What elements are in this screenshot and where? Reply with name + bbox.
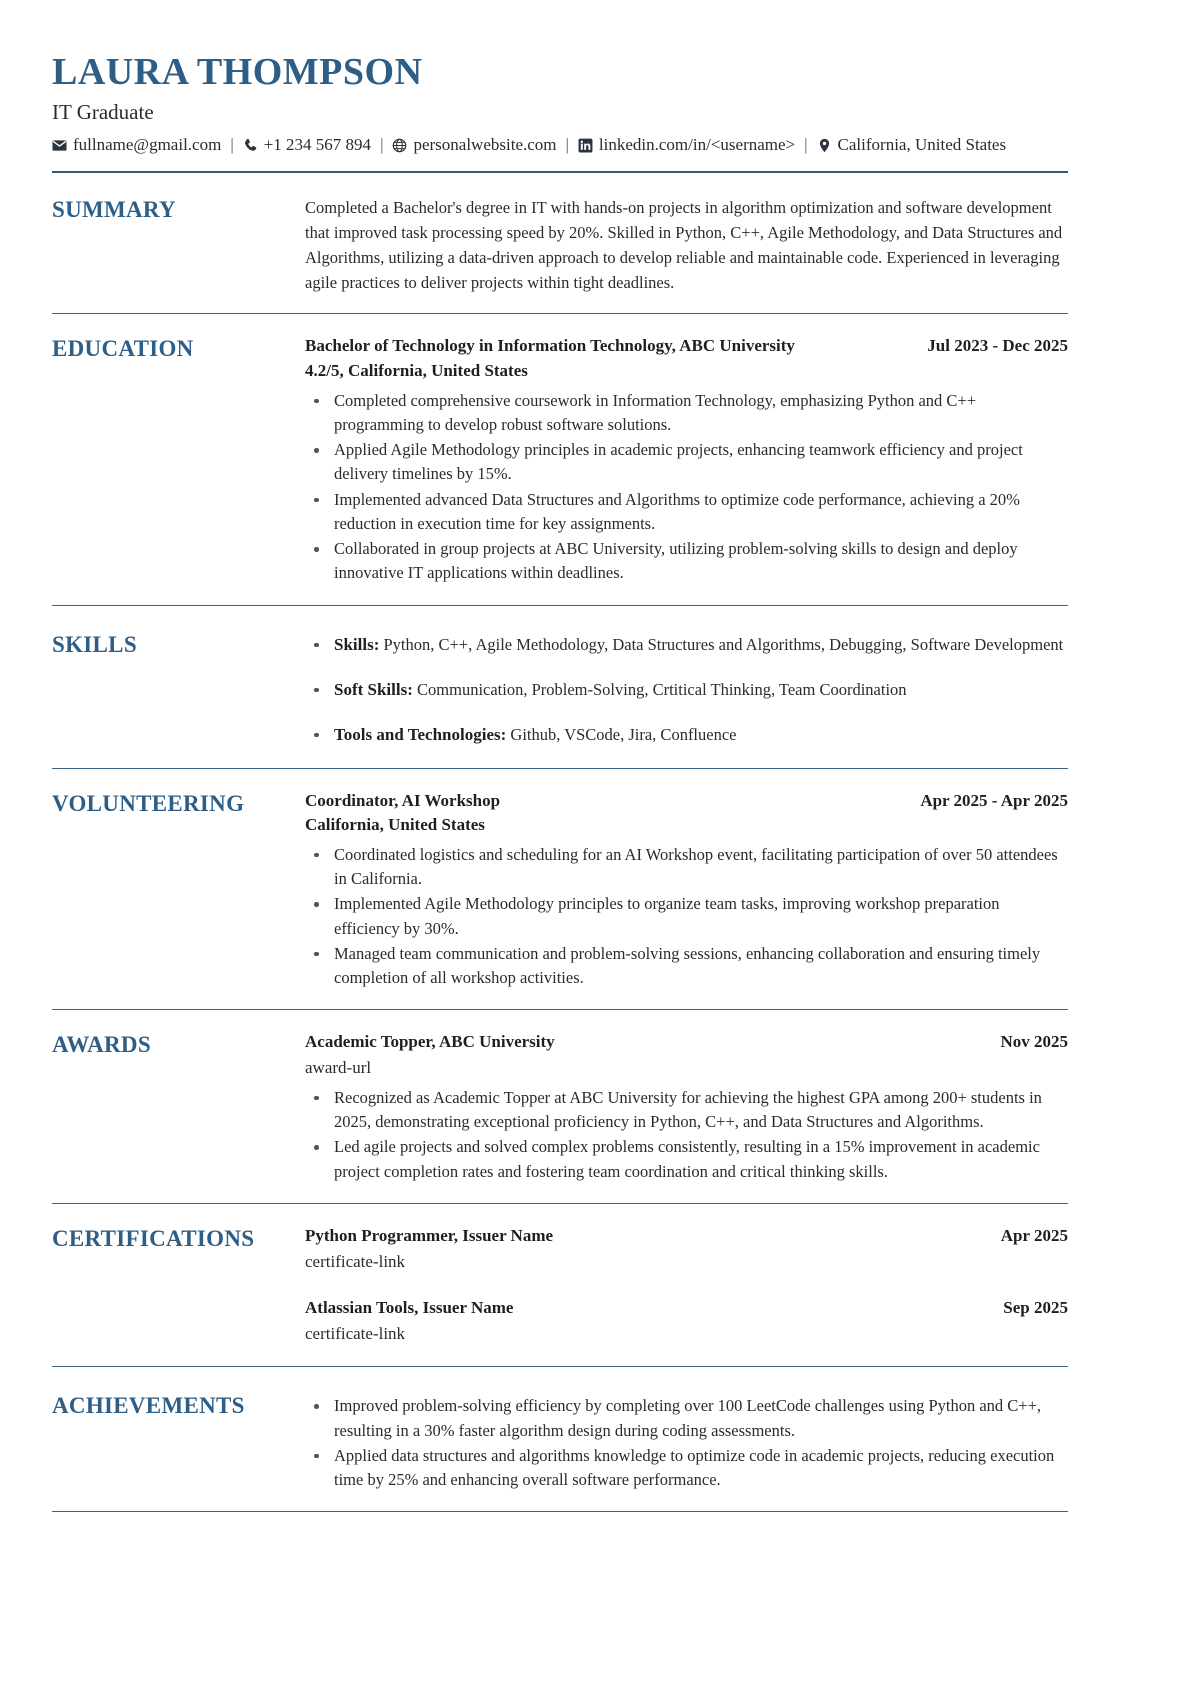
volunteering-location: California, United States [305,815,485,835]
award-url-link[interactable]: award-url [305,1058,372,1078]
awards-body [305,1030,1068,1184]
list-item: Completed comprehensive coursework in Information Technology, emphasizing Python and C++ programming to develop robust software solutions. [305,389,1068,438]
contact-separator: | [380,134,384,154]
envelope-icon [52,138,67,153]
contact-location-text: California, United States [837,134,1007,154]
award-entry [305,1030,1068,1183]
list-item: Managed team communication and problem-solving sessions, enhancing collaboration and ensuring timely completion of all workshop activities. [305,942,1068,991]
contact-website-text: personalwebsite.com [413,134,557,154]
list-item: Applied data structures and algorithms knowledge to optimize code in academic projects, reducing execution time by 25% and enhancing overall software performance. [305,1444,1068,1493]
section-achievements [52,1367,1068,1511]
volunteering-bullets [305,843,1068,991]
certification-name: Python Programmer, Issuer Name [305,1225,554,1245]
list-item: Led agile projects and solved complex problems consistently, resulting in a 15% improvement in academic project completion rates and fostering team coordination and critical thinking skills. [305,1135,1068,1184]
contact-line [52,135,1068,155]
skills-category-label: Skills: [334,634,380,654]
award-bullets [305,1086,1068,1184]
skills-category-value: Python, C++, Agile Methodology, Data Structures and Algorithms, Debugging, Software Development [379,634,1064,654]
contact-phone-text: +1 234 567 894 [263,134,372,154]
list-item: Applied Agile Methodology principles in academic projects, enhancing teamwork efficiency and project delivery timelines by 15%. [305,438,1068,487]
achievements-bullets [305,1394,1068,1492]
summary-body [305,195,1068,295]
education-bullets [305,389,1068,586]
skills-category-value: Communication, Problem-Solving, Crtitical Thinking, Team Coordination [412,679,907,699]
candidate-name: LAURA THOMPSON [52,51,423,93]
section-awards [52,1010,1068,1202]
phone-icon [243,138,258,153]
list-item: Recognized as Academic Topper at ABC University for achieving the highest GPA among 200+ students in 2025, demonstrating exceptional proficiency in Python, C++, and Data Structures and Algorithms. [305,1086,1068,1135]
achievements-body [305,1389,1068,1493]
education-subtitle: 4.2/5, California, United States [305,360,528,380]
list-item: Collaborated in group projects at ABC University, utilizing problem-solving skills to design and deploy innovative IT applications within deadlines. [305,537,1068,586]
certification-entry-head [305,1296,1068,1321]
list-item: Improved problem-solving efficiency by completing over 100 LeetCode challenges using Python and C++, resulting in a 30% faster algorithm design during coding assessments. [305,1394,1068,1443]
section-volunteering [52,769,1068,1010]
contact-separator: | [804,134,808,154]
certification-entry-head [305,1224,1068,1249]
section-label-skills: SKILLS [52,631,137,657]
education-degree: Bachelor of Technology in Information Technology, ABC University [305,336,795,356]
section-summary [52,173,1068,313]
section-label-achievements: ACHIEVEMENTS [52,1393,245,1419]
certificate-link[interactable]: certificate-link [305,1251,406,1271]
education-date: Jul 2023 - Dec 2025 [927,336,1068,356]
contact-linkedin-text: linkedin.com/in/<username> [598,134,796,154]
certification-entry [305,1296,1068,1346]
volunteering-role: Coordinator, AI Workshop [305,790,501,810]
contact-email[interactable] [52,135,221,155]
linkedin-icon [578,138,593,153]
list-item [305,633,1068,658]
contact-website[interactable] [392,135,556,155]
globe-icon [392,138,407,153]
section-divider [52,1511,1068,1512]
list-item [305,723,1068,748]
section-label-awards: AWARDS [52,1032,151,1058]
volunteering-entry-head [305,789,1068,814]
contact-phone[interactable] [243,135,371,155]
section-label-certifications: CERTIFICATIONS [52,1225,255,1251]
candidate-job-title: IT Graduate [52,99,154,124]
contact-separator: | [230,134,234,154]
section-label-summary: SUMMARY [52,196,176,222]
award-date: Nov 2025 [1000,1032,1068,1052]
education-entry-head [305,334,1068,359]
award-title: Academic Topper, ABC University [305,1032,555,1052]
section-label-education: EDUCATION [52,336,194,362]
volunteering-entry [305,789,1068,991]
contact-separator: | [565,134,569,154]
resume-header [52,52,1068,155]
contact-location [817,135,1007,155]
award-entry-head [305,1030,1068,1055]
section-label-volunteering: VOLUNTEERING [52,790,245,816]
certification-name: Atlassian Tools, Issuer Name [305,1298,514,1318]
list-item: Implemented advanced Data Structures and Algorithms to optimize code performance, achieving a 20% reduction in execution time for key assignments. [305,488,1068,537]
volunteering-date: Apr 2025 - Apr 2025 [920,790,1068,810]
certificate-link[interactable]: certificate-link [305,1323,406,1343]
certification-date: Sep 2025 [1003,1298,1068,1318]
skills-category-label: Tools and Technologies: [334,724,507,744]
skills-category-label: Soft Skills: [334,679,413,699]
skills-list [305,633,1068,748]
section-certifications [52,1204,1068,1367]
contact-email-text: fullname@gmail.com [73,134,222,154]
list-item: Coordinated logistics and scheduling for an AI Workshop event, facilitating participation of over 50 attendees in California. [305,843,1068,892]
summary-text: Completed a Bachelor's degree in IT with hands-on projects in algorithm optimization and software development that improved task processing speed by 20%. Skilled in Python, C++, Agile Methodology, and Data Structures and Algorithms, utilizing a data-driven approach to develop reliable and maintainable code. Experienced in leveraging agile practices to deliver projects within tight deadlines. [305,197,1063,293]
education-body [305,334,1068,586]
list-item: Implemented Agile Methodology principles to organize team tasks, improving workshop preparation efficiency by 30%. [305,892,1068,941]
location-pin-icon [817,138,832,153]
contact-linkedin[interactable] [578,135,795,155]
volunteering-body [305,789,1068,992]
skills-body [305,628,1068,748]
list-item [305,678,1068,703]
section-skills [52,606,1068,768]
certification-entry [305,1224,1068,1274]
certifications-body [305,1224,1068,1347]
skills-category-value: Github, VSCode, Jira, Confluence [506,724,737,744]
certification-date: Apr 2025 [1000,1225,1068,1245]
section-education [52,314,1068,604]
education-entry [305,334,1068,585]
